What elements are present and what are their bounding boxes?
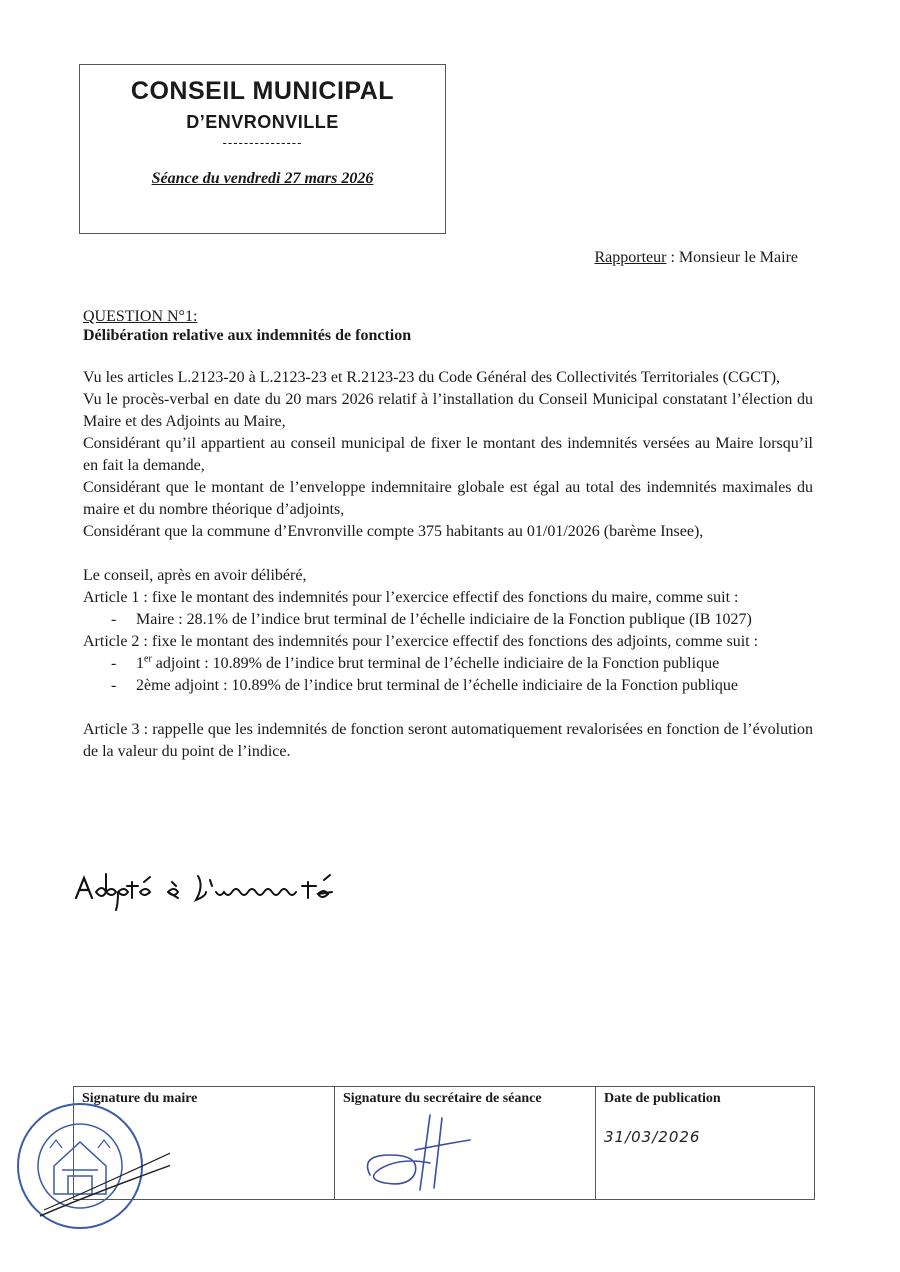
decision-intro: Le conseil, après en avoir délibéré,: [83, 567, 307, 584]
handwritten-adopted-note: [70, 868, 350, 918]
question-heading: [83, 308, 411, 345]
list-item: [83, 653, 813, 675]
adjoint1-text: adjoint : 10.89% de l’indice brut terminal de l’échelle indiciaire de la Fonction publique: [151, 655, 720, 672]
secretary-signature-label: Signature du secrétaire de séance: [343, 1091, 542, 1106]
secretary-signature: [360, 1110, 480, 1195]
mairie-stamp: [10, 1090, 170, 1240]
publication-date-label: Date de publication: [604, 1091, 721, 1106]
deliberation-body: [83, 367, 813, 763]
considerant: Vu les articles L.2123-20 à L.2123-23 et R.2123-23 du Code Général des Collectivités Territoriales (CGCT),: [83, 369, 781, 386]
question-number: QUESTION N°1:: [83, 308, 198, 325]
considerant: Considérant que le montant de l’enveloppe indemnitaire globale est égal au total des indemnités maximales du maire et du nombre théorique d’adjoints,: [83, 479, 813, 518]
header-box: [79, 64, 446, 234]
session-date: Séance du vendredi 27 mars 2026: [151, 170, 374, 187]
considerant: Considérant que la commune d’Envronville compte 375 habitants au 01/01/2026 (barème Insee),: [83, 523, 704, 540]
mayor-signature-label: Signature du maire: [82, 1091, 198, 1106]
header-separator: ---------------: [222, 135, 303, 150]
article-1: Article 1 : fixe le montant des indemnités pour l’exercice effectif des fonctions du maire, comme suit :: [83, 589, 739, 606]
rapporteur-label: Rapporteur: [594, 249, 667, 266]
considerant: Considérant qu’il appartient au conseil municipal de fixer le montant des indemnités versées au Maire lorsqu’il en fait la demande,: [83, 435, 813, 474]
article-1-list: [83, 609, 813, 631]
rapporteur-value: : Monsieur le Maire: [666, 249, 798, 266]
adjoint1-superscript: er: [144, 653, 152, 665]
question-title: Délibération relative aux indemnités de fonction: [83, 327, 412, 344]
publication-date-value: 31/03/2026: [604, 1128, 701, 1146]
council-title: CONSEIL MUNICIPAL: [130, 77, 395, 105]
article-2-list: [83, 653, 813, 697]
list-item: - Maire : 28.1% de l’indice brut terminal de l’échelle indiciaire de la Fonction publique (IB 1027): [83, 609, 813, 631]
list-item: - 2ème adjoint : 10.89% de l’indice brut terminal de l’échelle indiciaire de la Fonction publique: [83, 675, 813, 697]
commune-name: D’ENVRONVILLE: [186, 112, 339, 132]
article-2: Article 2 : fixe le montant des indemnités pour l’exercice effectif des fonctions des adjoints, comme suit :: [83, 633, 759, 650]
considerant: Vu le procès-verbal en date du 20 mars 2026 relatif à l’installation du Conseil Municipal constatant l’élection du Maire et des Adjoints au Maire,: [83, 391, 813, 430]
adjoint1-number: 1: [136, 655, 144, 672]
article-3: Article 3 : rappelle que les indemnités de fonction seront automatiquement revalorisées en fonction de l’évolution de la valeur du point de l’indice.: [83, 721, 813, 760]
rapporteur-line: [594, 249, 798, 267]
